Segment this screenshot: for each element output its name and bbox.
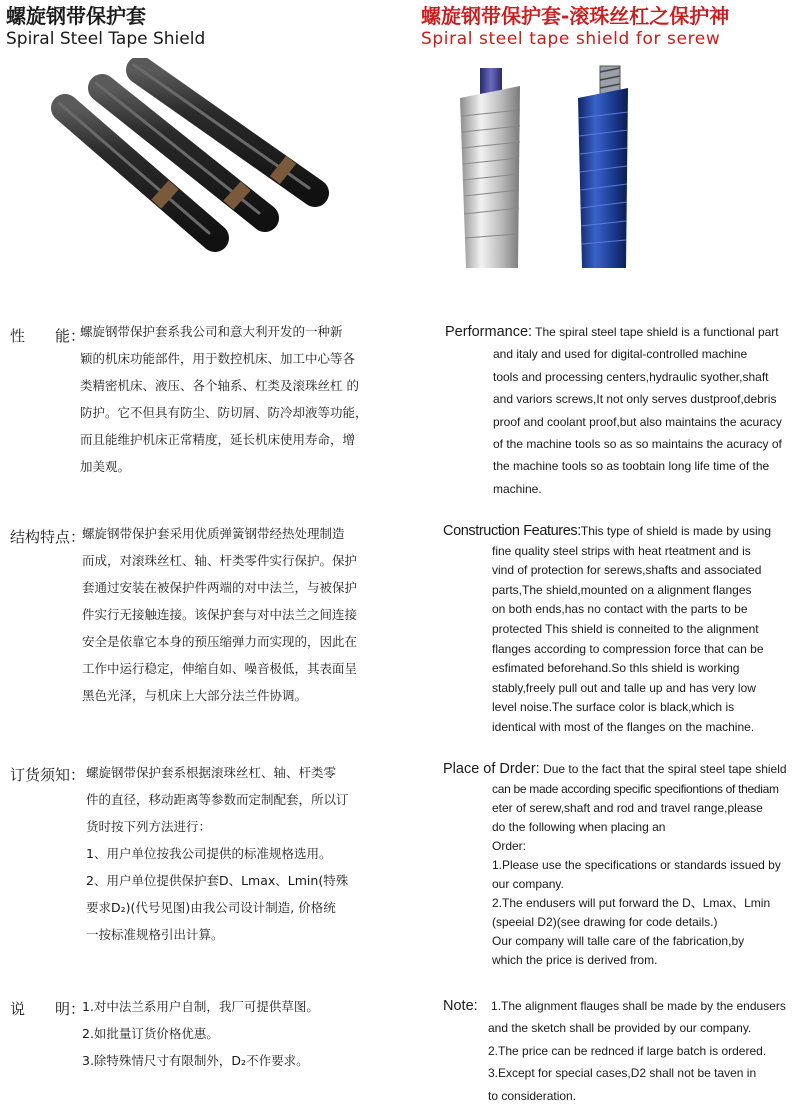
en-construction-line: on both ends,has no contact with the parts to be xyxy=(492,602,748,617)
en-performance-label: Performance: xyxy=(445,324,533,340)
en-performance-line: machine. xyxy=(493,481,542,496)
zh-performance-line: 螺旋钢带保护套系我公司和意大利开发的一种新 xyxy=(80,324,343,339)
left-title-en: Spiral Steel Tape Shield xyxy=(6,29,206,49)
en-order-line: Our company will talle care of the fabrication,by xyxy=(492,933,745,948)
right-title-en: Spiral steel tape shield for serew xyxy=(421,29,721,49)
silver-shield xyxy=(460,68,520,268)
zh-performance-line: 防护。它不但具有防尘、防切屑、防冷却液等功能， xyxy=(80,405,368,420)
en-construction-line: fine quality steel strips with heat rteatment and is xyxy=(492,543,751,558)
en-performance-line: tools and processing centers,hydraulic syother,shaft xyxy=(493,369,769,384)
silver-blue-shields-image xyxy=(450,58,670,278)
zh-performance-line: 类精密机床、液压、各个轴系、杠类及滚珠丝杠 的 xyxy=(80,378,359,393)
en-construction-line: parts,The shield,mounted on a alignment flanges xyxy=(492,582,752,597)
zh-order-line: 货时按下列方法进行： xyxy=(86,819,212,834)
left-title-zh: 螺旋钢带保护套 xyxy=(6,4,146,28)
en-performance-block xyxy=(445,321,795,500)
zh-note-label: 说 明： xyxy=(10,1000,86,1018)
en-performance-line: proof and coolant proof,but also maintains the acuracy xyxy=(493,414,782,429)
zh-construction-line: 螺旋钢带保护套采用优质弹簧钢带经热处理制造 xyxy=(82,526,345,541)
zh-order-line: 2、用户单位提供保护套D、Lmax、Lmin(特殊 xyxy=(86,873,349,888)
zh-construction-line: 而成，对滚珠丝杠、轴、杆类零件实行保护。保护 xyxy=(82,553,358,568)
zh-performance-body xyxy=(80,318,380,480)
en-order-line: can be made according specific specifiontions of thediam xyxy=(492,781,779,796)
en-order-label: Place of Drder: xyxy=(443,761,540,777)
en-construction-line: esfimated beforehand.So thls shield is working xyxy=(492,661,740,676)
zh-performance-line: 而且能维护机床正常精度，延长机床使用寿命，增 xyxy=(80,432,356,447)
en-performance-line: the machine tools so as toobtain long life time of the xyxy=(493,459,770,474)
en-construction-label: Construction Features: xyxy=(443,523,581,539)
en-construction-line: flanges according to compression force that can be xyxy=(492,641,764,656)
en-performance-line: of the machine tools so as so maintains the acuracy of xyxy=(493,437,782,452)
zh-performance-line: 加美观。 xyxy=(80,459,131,474)
en-order-line: 1.Please use the specifications or standards issued by xyxy=(492,857,781,872)
zh-order-line: 一按标准规格引出计算。 xyxy=(86,927,224,942)
en-construction-first-line: This type of shield is made by using xyxy=(580,524,771,538)
en-order-line: do the following when placing an xyxy=(492,819,666,834)
zh-performance-label: 性 能： xyxy=(10,327,86,345)
en-construction-block xyxy=(443,521,793,738)
en-note-label: Note: xyxy=(443,998,478,1014)
en-order-line: our company. xyxy=(492,876,564,891)
en-note-line: 2.The price can be rednced if large batch is ordered. xyxy=(488,1043,767,1058)
zh-order-line: 要求D₂)(代号见图)由我公司设计制造, 价格统 xyxy=(86,900,336,915)
zh-construction-line: 套通过安装在被保护件两端的对中法兰，与被保护 xyxy=(82,580,358,595)
zh-note-line: 1.对中法兰系用户自制，我厂可提供草图。 xyxy=(82,999,319,1014)
en-construction-line: stably,freely pull out and talle up and has very low xyxy=(492,680,756,695)
zh-order-label: 订货须知： xyxy=(10,766,86,784)
zh-construction-line: 安全是依靠它本身的预压缩弹力而实现的，因此在 xyxy=(82,634,358,649)
zh-construction-body xyxy=(82,520,382,709)
zh-order-line: 1、用户单位按我公司提供的标准规格选用。 xyxy=(86,846,332,861)
right-title-zh: 螺旋钢带保护套-滚珠丝杠之保护神 xyxy=(421,4,730,28)
en-construction-line: identical with most of the flanges on the machine. xyxy=(492,719,755,734)
zh-construction-line: 黑色光泽，与机床上大部分法兰件协调。 xyxy=(82,688,308,703)
zh-note-body xyxy=(82,993,382,1074)
en-order-first-line: Due to the fact that the spiral steel tape shield xyxy=(543,762,787,776)
zh-order-line: 螺旋钢带保护套系根据滚珠丝杠、轴、杆类零 xyxy=(86,765,337,780)
en-construction-line: protected This shield is conneited to the alignment xyxy=(492,621,759,636)
en-construction-line: vind of protection for serews,shafts and associated xyxy=(492,563,762,578)
en-construction-line: level noise.The surface color is black,which is xyxy=(492,700,735,715)
blue-shield xyxy=(578,66,628,268)
zh-order-body xyxy=(86,759,386,948)
en-order-block xyxy=(443,759,798,970)
en-note-block xyxy=(443,995,798,1107)
zh-performance-line: 颖的机床功能部件，用于数控机床、加工中心等各 xyxy=(80,351,356,366)
en-note-line: to consideration. xyxy=(488,1088,577,1103)
en-order-line: which the price is derived from. xyxy=(492,952,658,967)
zh-construction-line: 件实行无接触连接。该保护套与对中法兰之间连接 xyxy=(82,607,358,622)
en-performance-first-line: The spiral steel tape shield is a functional part xyxy=(535,325,779,339)
en-performance-line: and variors screws,It not only serves dustproof,debris xyxy=(493,392,777,407)
en-performance-line: and italy and used for digital-controlled machine xyxy=(493,347,748,362)
en-order-line: eter of serew,shaft and rod and travel range,please xyxy=(492,800,763,815)
en-note-line: 3.Except for special cases,D2 shall not be taven in xyxy=(488,1066,757,1081)
zh-note-line: 3.除特殊情尺寸有限制外，D₂不作要求。 xyxy=(82,1053,309,1068)
black-shields-image xyxy=(20,58,350,253)
en-order-line: (speeial D2)(see drawing for code details.) xyxy=(492,914,718,929)
en-note-line: and the sketch shall be provided by our company. xyxy=(488,1021,752,1036)
zh-note-line: 2.如批量订货价格优惠。 xyxy=(82,1026,219,1041)
en-order-line: 2.The endusers will put forward the D、Lmax、Lmin xyxy=(492,895,771,910)
zh-order-line: 件的直径，移动距离等参数而定制配套，所以订 xyxy=(86,792,349,807)
zh-construction-line: 工作中运行稳定，伸缩自如、噪音极低，其表面呈 xyxy=(82,661,358,676)
en-note-first-line: 1.The alignment flauges shall be made by the endusers xyxy=(491,999,786,1013)
zh-construction-label: 结构特点： xyxy=(10,528,86,546)
en-order-line: Order: xyxy=(492,838,527,853)
